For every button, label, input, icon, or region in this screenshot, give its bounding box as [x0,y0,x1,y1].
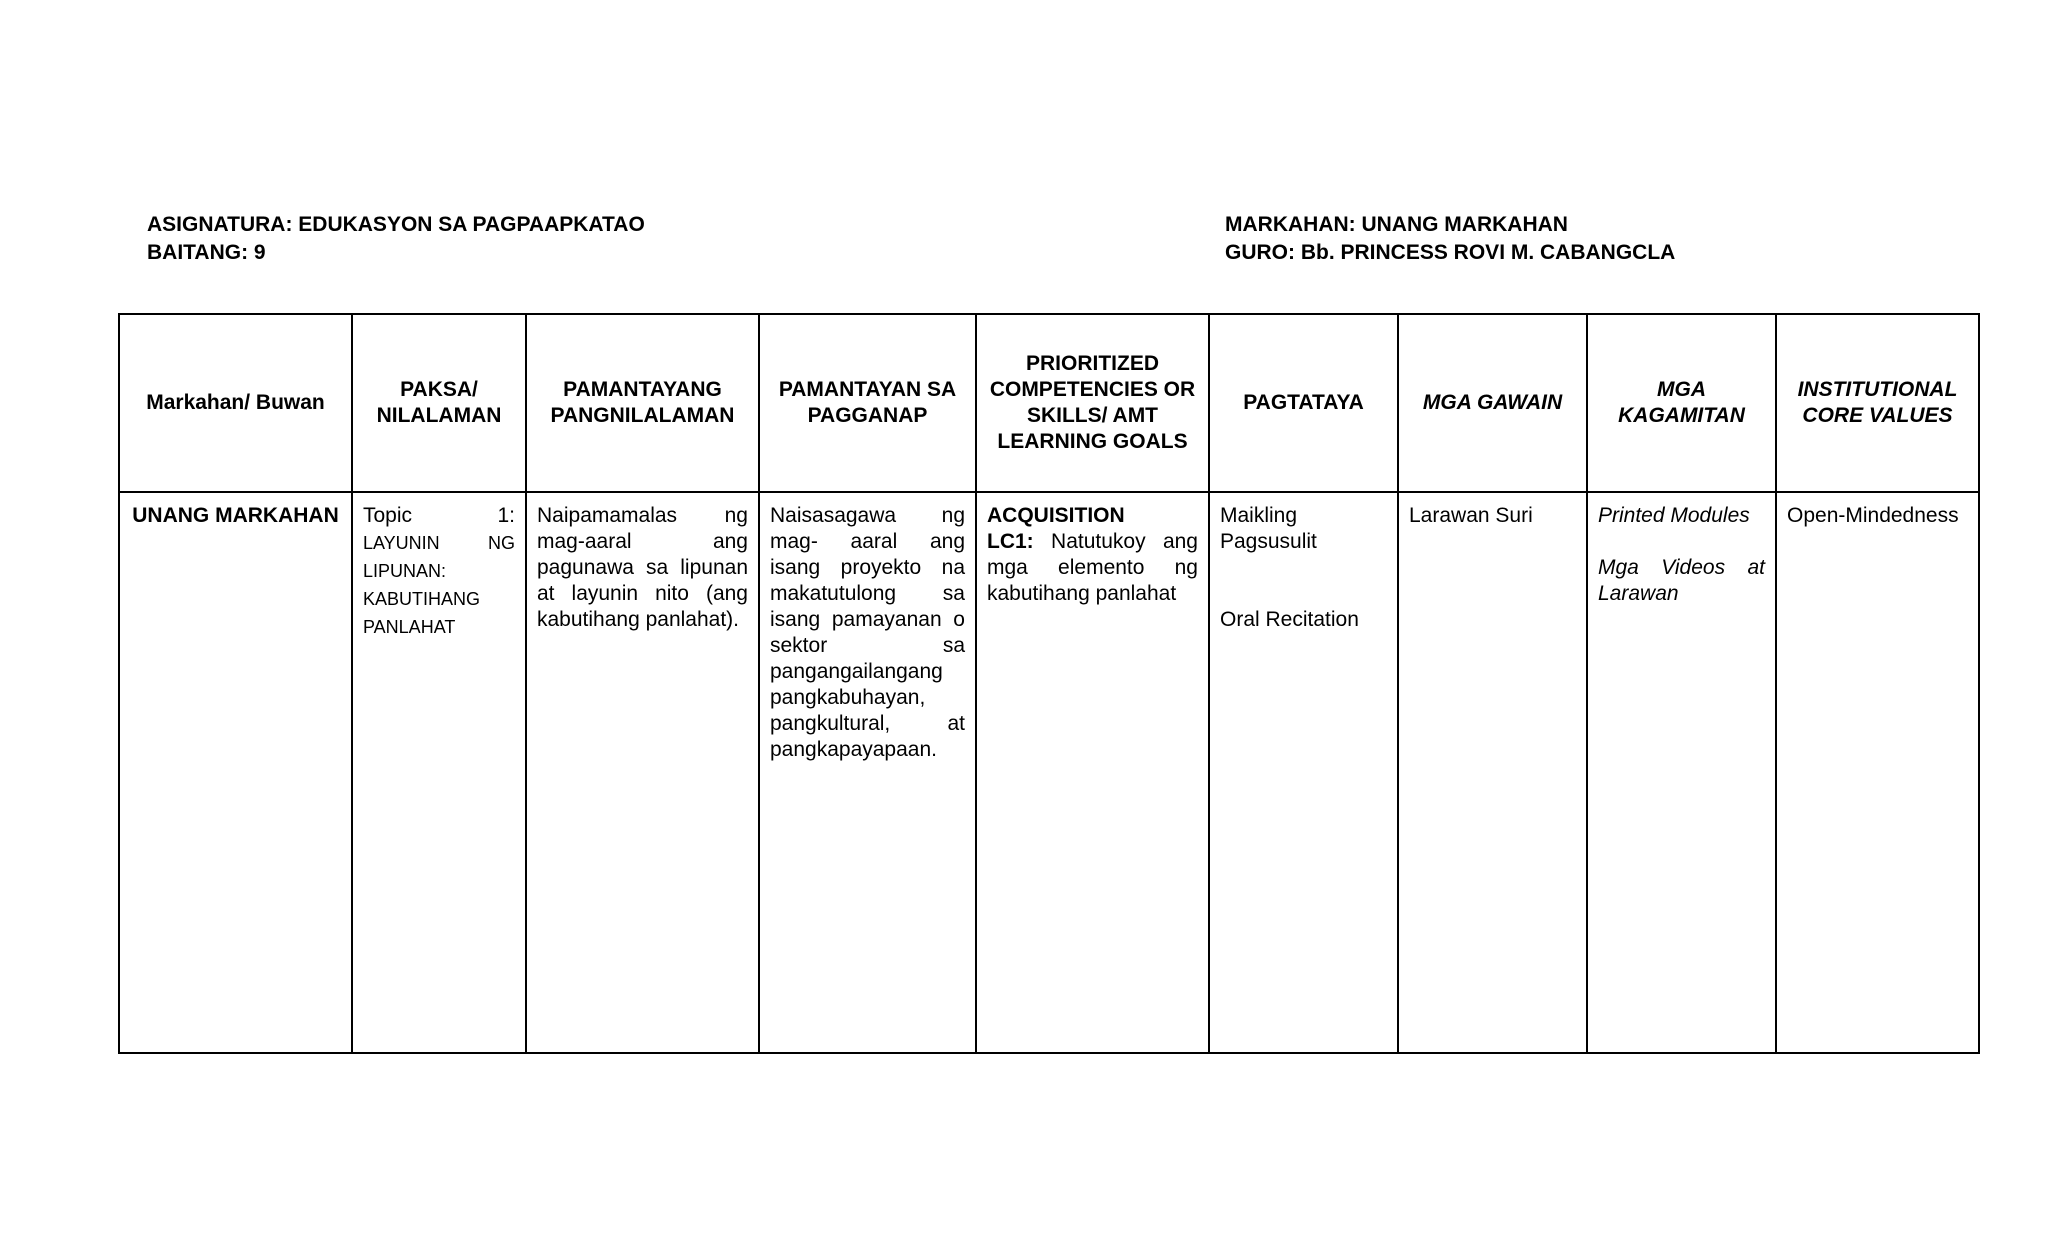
col-header-pamantayan-sa-pagganap: PAMANTAYAN SA PAGGANAP [759,314,976,492]
cell-kagamitan [1587,492,1776,1053]
col-header-mga-gawain: MGA GAWAIN [1398,314,1587,492]
cell-pagtataya [1209,492,1398,1053]
competency-text: Natutukoy ang mga elemento ng kabutihang panlahat [987,530,1198,605]
topic-number: 1: [497,504,515,527]
pagtataya-item-2: Oral Recitation [1220,608,1359,631]
markahan-label: MARKAHAN: UNANG MARKAHAN [1225,213,1568,236]
pagtataya-item-1: Maikling Pagsusulit [1220,504,1317,553]
table-header-row [119,314,1979,492]
table-row [119,492,1979,1053]
topic-title: LAYUNIN NG LIPUNAN: KABUTIHANG PANLAHAT [363,533,515,637]
topic-line [363,503,515,529]
cell-pangnilalaman: Naipamamalas ng mag-aaral ang pagunawa sa lipunan at layunin nito (ang kabutihang panlahat). [526,492,759,1053]
lesson-plan-table [118,313,1980,1054]
header-left [147,211,645,267]
competency-heading: ACQUISITION [987,504,1125,527]
col-header-core-values: INSTITUTIONAL CORE VALUES [1776,314,1979,492]
kagamitan-item-1: Printed Modules [1598,504,1750,527]
cell-pagganap: Naisasagawa ng mag- aaral ang isang proyekto na makatutulong sa isang pamayanan o sektor sa pangangailangang pangkabuhayan, pangkultural, at pangkapayapaan. [759,492,976,1053]
cell-markahan: UNANG MARKAHAN [119,492,352,1053]
baitang-label: BAITANG: 9 [147,241,266,264]
guro-label: GURO: Bb. PRINCESS ROVI M. CABANGCLA [1225,241,1676,264]
cell-paksa [352,492,526,1053]
cell-competency [976,492,1209,1053]
cell-core-value: Open-Mindedness [1776,492,1979,1053]
col-header-competencies: PRIORITIZED COMPETENCIES OR SKILLS/ AMT LEARNING GOALS [976,314,1209,492]
col-header-markahan: Markahan/ Buwan [119,314,352,492]
header-right [1225,211,1675,267]
kagamitan-item-2: Mga Videos at Larawan [1598,556,1765,605]
col-header-paksa: PAKSA/ NILALAMAN [352,314,526,492]
col-header-pamantayang-pangnilalaman: PAMANTAYANG PANGNILALAMAN [526,314,759,492]
cell-gawain: Larawan Suri [1398,492,1587,1053]
topic-label: Topic [363,504,413,527]
asignatura-label: ASIGNATURA: EDUKASYON SA PAGPAAPKATAO [147,213,645,236]
col-header-mga-kagamitan: MGA KAGAMITAN [1587,314,1776,492]
col-header-pagtataya: PAGTATAYA [1209,314,1398,492]
competency-code: LC1: [987,530,1034,553]
